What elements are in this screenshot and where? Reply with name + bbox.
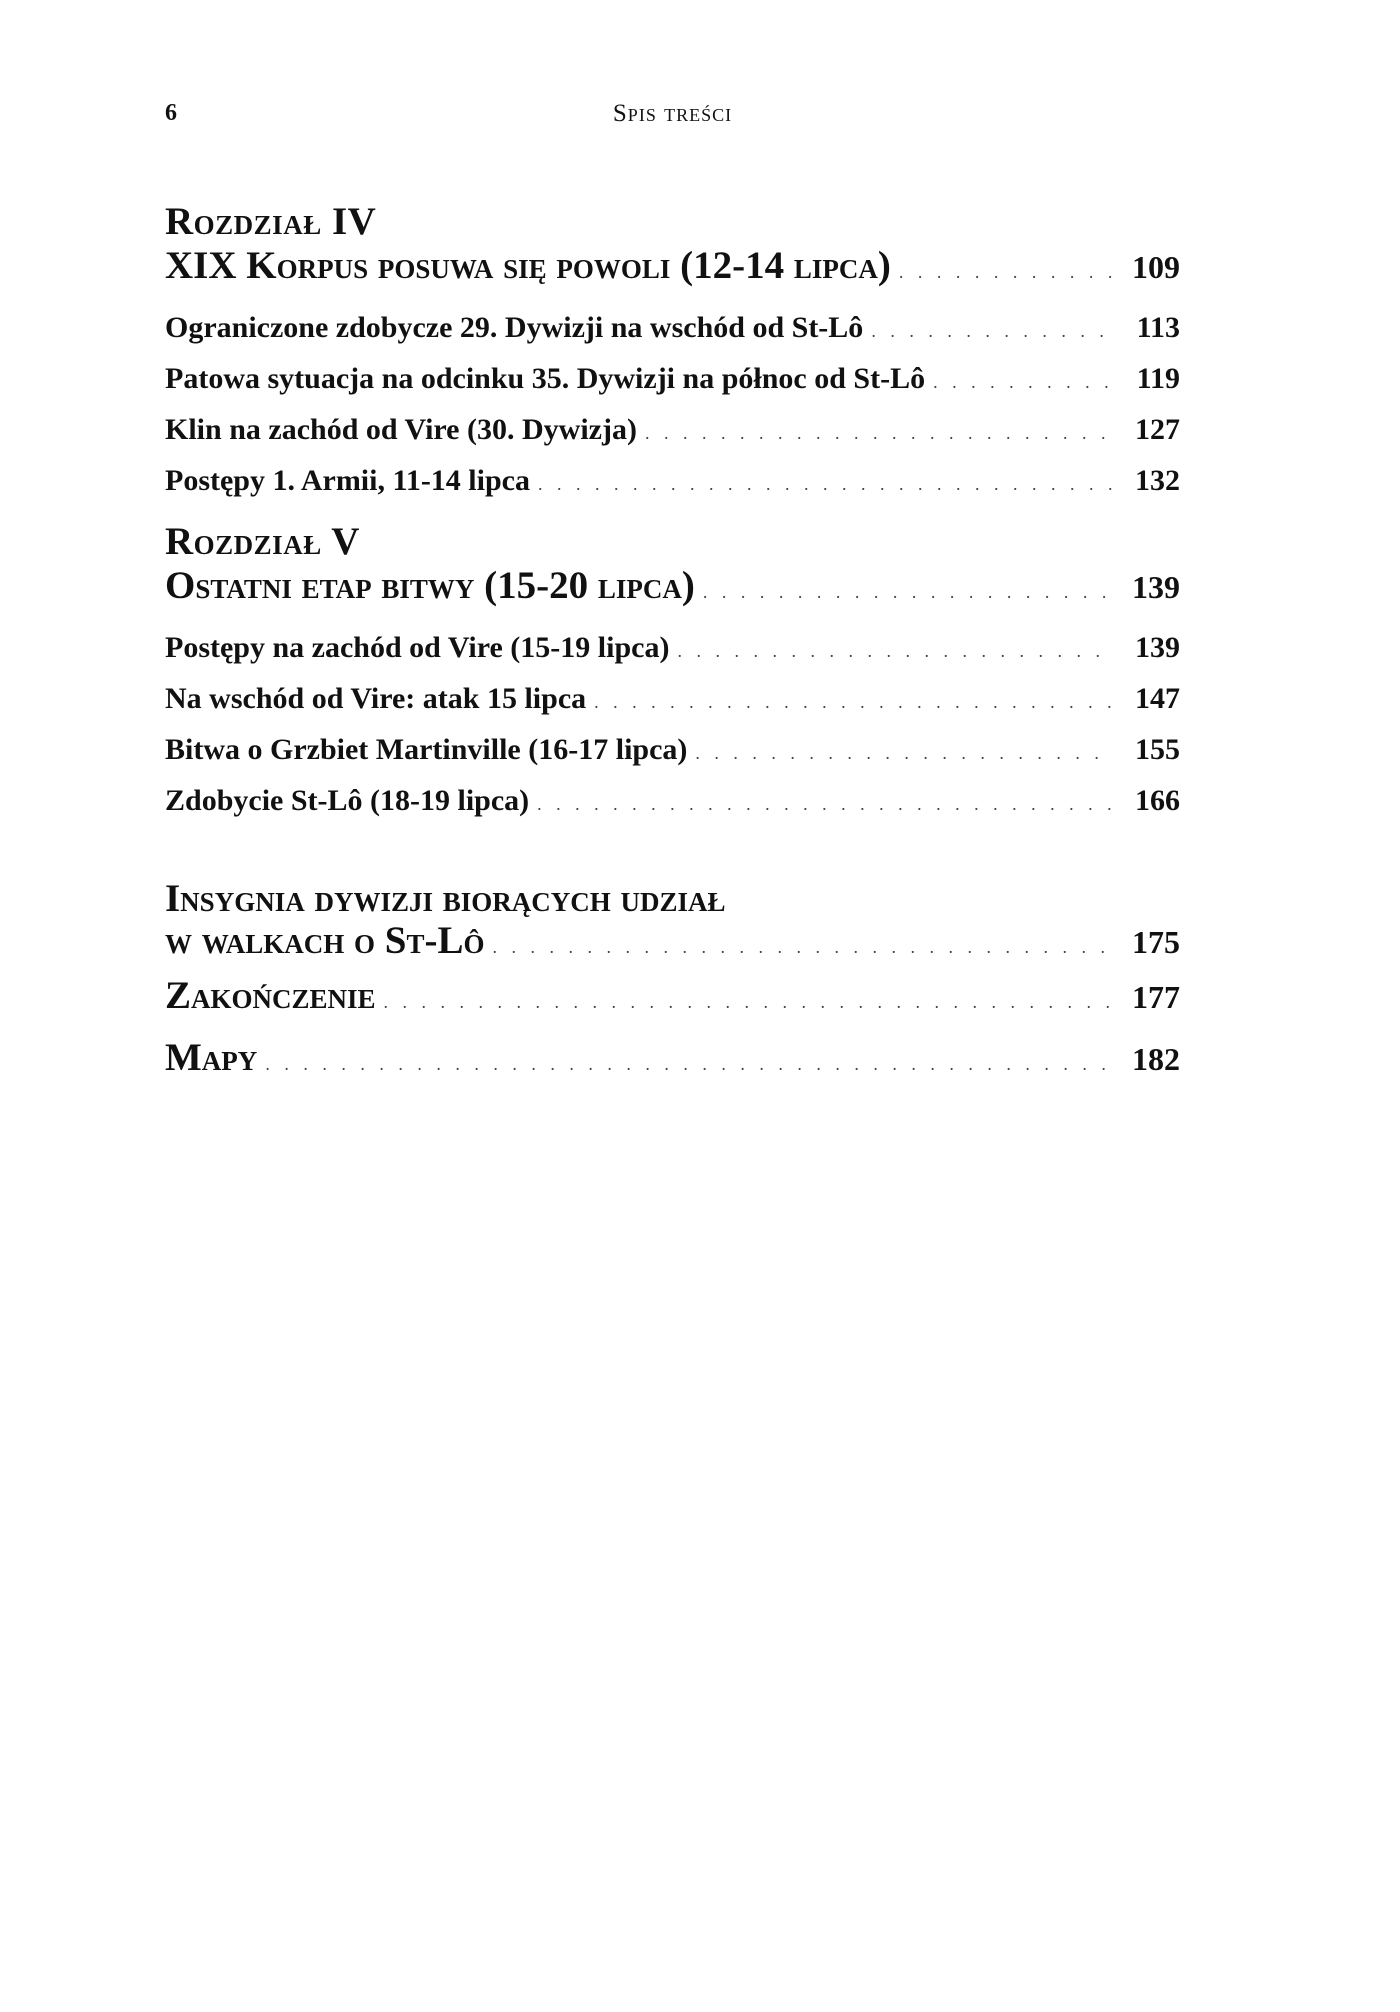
section-title: Klin na zachód od Vire (30. Dywizja)	[165, 413, 637, 446]
toc-entry	[165, 355, 1180, 406]
chapter-title-entry	[165, 564, 1180, 614]
section-list	[165, 304, 1180, 508]
page-number: 6	[165, 100, 177, 126]
back-matter	[165, 878, 1180, 1092]
section-title: Bitwa o Grzbiet Martinville (16-17 lipca)	[165, 733, 688, 766]
section-title: Na wschód od Vire: atak 15 lipca	[165, 682, 587, 715]
page-ref: 182	[1132, 1041, 1180, 1077]
toc-entry	[165, 624, 1180, 675]
dot-leader	[265, 1036, 1112, 1092]
section-list	[165, 624, 1180, 828]
dot-leader	[899, 250, 1112, 294]
section-title: Postępy 1. Armii, 11-14 lipca	[165, 464, 530, 497]
chapter-title-entry	[165, 244, 1180, 294]
insignia-title: w walkach o St-Lô	[165, 919, 485, 962]
dot-leader	[871, 307, 1112, 355]
dot-leader	[645, 409, 1112, 457]
page-ref: 109	[1132, 249, 1180, 285]
page-ref: 113	[1136, 311, 1180, 344]
page-ref: 132	[1135, 464, 1180, 497]
toc-entry	[165, 304, 1180, 355]
chapter-label: Rozdział V	[165, 520, 360, 563]
chapter-5	[165, 520, 1180, 828]
page-ref: 175	[1132, 924, 1180, 960]
running-head	[165, 100, 1180, 134]
dot-leader	[384, 974, 1112, 1030]
conclusion-entry	[165, 968, 1180, 1030]
section-title: Patowa sytuacja na odcinku 35. Dywizji na północ od St-Lô	[165, 362, 926, 395]
page-ref: 139	[1135, 631, 1180, 664]
dot-leader	[703, 570, 1112, 614]
table-of-contents	[165, 200, 1180, 1092]
maps-title: Mapy	[165, 1036, 258, 1079]
insignia-entry	[165, 920, 1180, 968]
dot-leader	[537, 780, 1112, 828]
conclusion-title: Zakończenie	[165, 974, 376, 1017]
maps-entry	[165, 1030, 1180, 1092]
toc-entry	[165, 406, 1180, 457]
section-title: Postępy na zachód od Vire (15-19 lipca)	[165, 631, 670, 664]
page-ref: 166	[1135, 784, 1180, 817]
chapter-title: XIX Korpus posuwa się powoli (12-14 lipca)	[165, 244, 891, 287]
chapter-4	[165, 200, 1180, 508]
page-ref: 147	[1135, 682, 1180, 715]
dot-leader	[538, 460, 1112, 508]
dot-leader	[594, 678, 1112, 726]
page-ref: 139	[1132, 569, 1180, 605]
section-title: Zdobycie St-Lô (18-19 lipca)	[165, 784, 530, 817]
chapter-title: Ostatni etap bitwy (15-20 lipca)	[165, 564, 695, 607]
toc-entry	[165, 675, 1180, 726]
chapter-label: Rozdział IV	[165, 200, 377, 243]
page-ref: 177	[1132, 979, 1180, 1015]
running-title: Spis treści	[612, 100, 733, 127]
page-ref: 155	[1135, 733, 1180, 766]
section-title: Ograniczone zdobycze 29. Dywizji na wschód od St-Lô	[165, 311, 864, 344]
dot-leader	[677, 627, 1112, 675]
dot-leader	[933, 358, 1112, 406]
insignia-heading: Insygnia dywizji biorących udział	[165, 877, 726, 920]
toc-entry	[165, 457, 1180, 508]
page-ref: 127	[1135, 413, 1180, 446]
toc-entry	[165, 726, 1180, 777]
dot-leader	[695, 729, 1112, 777]
toc-entry	[165, 777, 1180, 828]
page-ref: 119	[1136, 362, 1180, 395]
dot-leader	[492, 926, 1112, 968]
